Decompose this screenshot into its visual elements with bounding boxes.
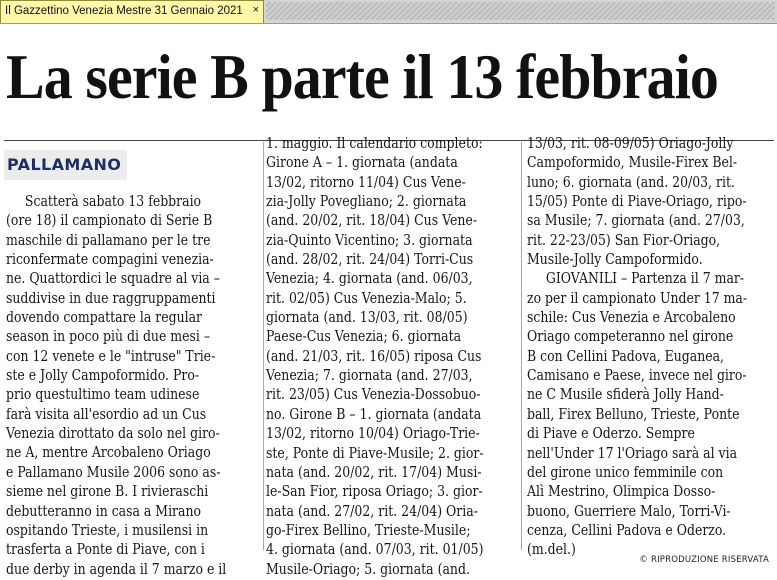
article-column-3 — [527, 135, 747, 561]
text-line: ne A, mentre Arcobaleno Oriago — [6, 445, 211, 462]
text-line: zo per il campionato Under 17 ma- — [527, 290, 748, 307]
text-line: Scatterà sabato 13 febbraio — [24, 194, 202, 210]
text-line: ste e Jolly Campoformido. Pro- — [6, 368, 200, 385]
text-line: rit. 22-23/05) San Fior-Oriago, — [527, 232, 721, 249]
article-column-2 — [266, 135, 484, 580]
text-line: due derby in agenda il 7 marzo e il — [6, 561, 227, 578]
document-tab[interactable] — [0, 0, 264, 23]
section-label: PALLAMANO — [4, 150, 127, 180]
text-line: rit. 02/05) Cus Venezia-Malo; 5. — [266, 290, 467, 307]
text-line: ne C Musile sfiderà Jolly Hand- — [527, 387, 724, 404]
text-line: trasferta a Ponte di Piave, con i — [6, 542, 205, 559]
text-line: Venezia; 4. giornata (and. 06/03, — [266, 271, 473, 288]
text-line: (and. 28/02, rit. 24/04) Torri-Cus — [266, 252, 474, 269]
text-line: farà visita all'esordio ad un Cus — [6, 406, 207, 423]
text-line: ball, Firex Belluno, Trieste, Ponte — [527, 406, 740, 423]
text-line: zia-Quinto Vicentino; 3. giornata — [266, 232, 473, 249]
tab-bar — [0, 0, 777, 24]
text-line: 13/03, rit. 08-09/05) Oriago-Jolly — [527, 136, 734, 152]
text-line: Campoformido, Musile-Firex Bel- — [527, 155, 738, 172]
column-divider — [263, 142, 264, 550]
text-line: Paese-Cus Venezia; 6. giornata — [266, 329, 462, 346]
text-line: Oriago competeranno nel girone — [527, 329, 734, 346]
text-line: 13/02, ritorno 11/04) Cus Vene- — [266, 174, 466, 191]
document-tab-title: Il Gazzettino Venezia Mestre 31 Gennaio 2021 — [5, 5, 243, 17]
text-line: B con Cellini Padova, Euganea, — [527, 348, 725, 365]
text-line: dovendo compattare la regular — [6, 310, 203, 327]
text-line: (ore 18) il campionato di Serie B — [6, 213, 213, 230]
text-line: Venezia dirottato da solo nel giro- — [6, 426, 220, 443]
text-line: (and. 21/03, rit. 16/05) riposa Cus — [266, 348, 482, 365]
text-line: suddivise in due raggruppamenti — [6, 290, 216, 307]
text-line: con 12 venete e le "intruse" Trie- — [6, 348, 216, 365]
text-line: ospitando Trieste, i musilensi in — [6, 522, 209, 539]
headline: La serie B parte il 13 febbraio — [6, 42, 718, 112]
text-line: sa Musile; 7. giornata (and. 27/03, — [527, 213, 745, 230]
text-line: Camisano e Paese, invece nel giro- — [527, 368, 747, 385]
text-line: sieme nel girone B. I rivieraschi — [6, 484, 209, 501]
text-line: zia-Jolly Povegliano; 2. giornata — [266, 194, 467, 211]
text-line: (m.del.) — [527, 542, 576, 559]
text-line: rit. 23/05) Cus Venezia-Dossobuo- — [266, 387, 481, 404]
text-line: go-Firex Bellino, Trieste-Musile; — [266, 522, 471, 539]
text-line: schile: Cus Venezia e Arcobaleno — [527, 310, 736, 327]
text-line: Musile-Jolly Campoformido. — [527, 252, 703, 269]
text-line: nata (and. 27/02, rit. 24/04) Oria- — [266, 503, 478, 520]
close-icon[interactable]: × — [252, 4, 259, 16]
text-line: debutteranno in casa a Mirano — [6, 503, 202, 520]
text-line: season in poco più di due mesi – — [6, 329, 211, 346]
text-line: ste, Ponte di Piave-Musile; 2. gior- — [266, 445, 484, 462]
text-line: e Pallamano Musile 2006 sono as- — [6, 464, 221, 481]
text-line: prio questultimo team udinese — [6, 387, 200, 404]
text-line: di Piave e Oderzo. Sempre — [527, 426, 695, 443]
text-line: no. Girone B – 1. giornata (andata — [266, 406, 482, 423]
text-line: cenza, Cellini Padova e Oderzo. — [527, 522, 727, 539]
text-line: 4. giornata (and. 07/03, rit. 01/05) — [266, 542, 484, 559]
text-line: del girone unico femminile con — [527, 464, 724, 481]
copyright-notice: © RIPRODUZIONE RISERVATA — [639, 555, 769, 565]
text-line: giornata (and. 13/03, rit. 08/05) — [266, 310, 468, 327]
text-line: Venezia; 7. giornata (and. 27/03, — [266, 368, 473, 385]
text-line: buono, Guerriere Malo, Torri-Vi- — [527, 503, 731, 520]
text-line: maschile di pallamano per le tre — [6, 232, 211, 249]
text-line: 13/02, ritorno 10/04) Oriago-Trie- — [266, 426, 480, 443]
text-line: Alì Mestrino, Olimpica Dosso- — [527, 484, 716, 501]
tab-bar-background — [266, 2, 775, 20]
text-line: Girone A – 1. giornata (andata — [266, 155, 458, 172]
text-line: Musile-Oriago; 5. giornata (and. — [266, 561, 470, 578]
text-line: ne. Quattordici le squadre al via – — [6, 271, 220, 288]
text-line: nata (and. 20/02, rit. 17/04) Musi- — [266, 464, 482, 481]
text-line: 1. maggio. Il calendario completo: — [266, 136, 483, 152]
text-line: le-San Fior, riposa Oriago; 3. gior- — [266, 484, 483, 501]
column-divider — [521, 142, 522, 550]
text-line: (and. 20/02, rit. 18/04) Cus Vene- — [266, 213, 478, 230]
text-line: riconfermate compagini venezia- — [6, 252, 214, 269]
article-column-1 — [6, 193, 226, 580]
text-line: GIOVANILI – Partenza il 7 mar- — [545, 271, 745, 288]
text-line: 15/05) Ponte di Piave-Oriago, ripo- — [527, 194, 747, 211]
text-line: luno; 6. giornata (and. 20/03, rit. — [527, 174, 735, 191]
text-line: nell'Under 17 l'Oriago sarà al via — [527, 445, 738, 462]
